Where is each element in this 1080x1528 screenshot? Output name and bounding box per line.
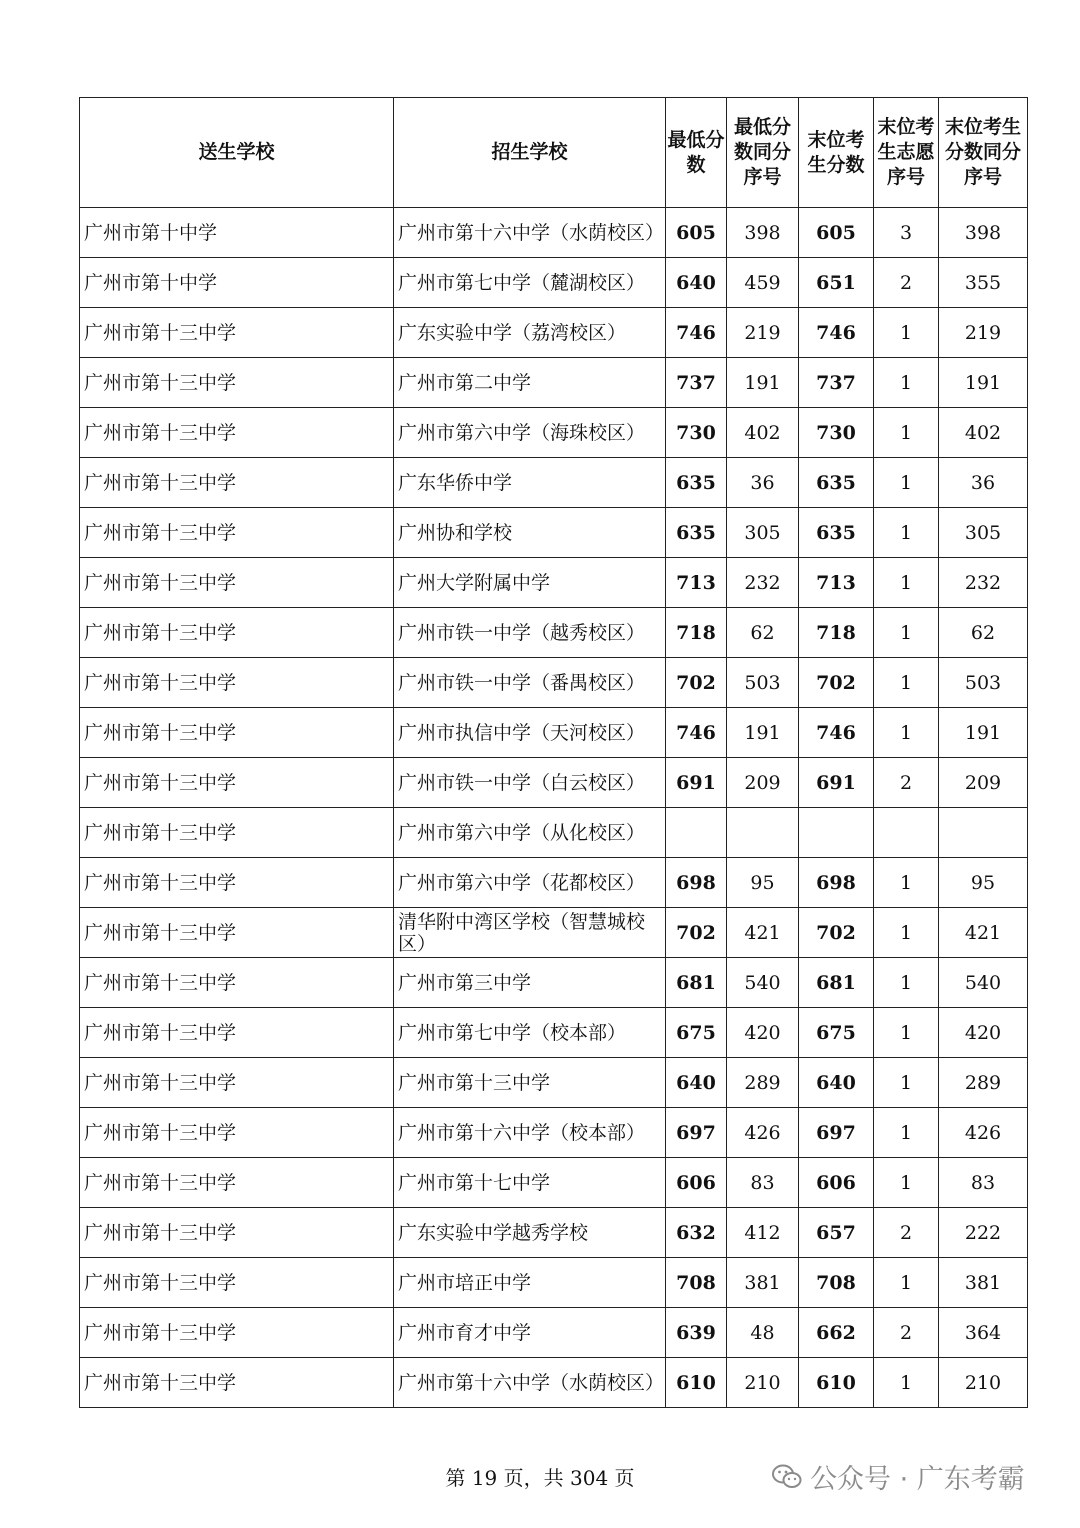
cell-min-score: 635 bbox=[666, 508, 727, 558]
cell-last-score bbox=[799, 808, 874, 858]
cell-min-score-rank: 209 bbox=[727, 758, 799, 808]
cell-admitting-school: 广州市执信中学（天河校区） bbox=[394, 708, 666, 758]
cell-last-score-rank: 426 bbox=[939, 1108, 1028, 1158]
cell-last-score: 635 bbox=[799, 508, 874, 558]
cell-admitting-school: 广州市第十六中学（水荫校区） bbox=[394, 208, 666, 258]
cell-sending-school: 广州市第十三中学 bbox=[80, 708, 394, 758]
cell-min-score: 610 bbox=[666, 1358, 727, 1408]
cell-last-score: 702 bbox=[799, 908, 874, 958]
table-row bbox=[80, 1008, 1028, 1058]
cell-sending-school: 广州市第十三中学 bbox=[80, 1208, 394, 1258]
cell-last-score: 708 bbox=[799, 1258, 874, 1308]
table-row bbox=[80, 758, 1028, 808]
cell-min-score-rank: 191 bbox=[727, 358, 799, 408]
cell-admitting-school: 广东华侨中学 bbox=[394, 458, 666, 508]
cell-last-choice-order: 1 bbox=[874, 958, 939, 1008]
cell-last-choice-order: 1 bbox=[874, 1008, 939, 1058]
cell-last-score-rank: 289 bbox=[939, 1058, 1028, 1108]
cell-last-score-rank: 95 bbox=[939, 858, 1028, 908]
cell-last-choice-order: 2 bbox=[874, 1308, 939, 1358]
cell-min-score-rank: 232 bbox=[727, 558, 799, 608]
wechat-icon bbox=[772, 1464, 802, 1490]
cell-last-score: 606 bbox=[799, 1158, 874, 1208]
cell-admitting-school: 广州市第十三中学 bbox=[394, 1058, 666, 1108]
cell-admitting-school: 广州市第七中学（麓湖校区） bbox=[394, 258, 666, 308]
cell-last-score-rank: 364 bbox=[939, 1308, 1028, 1358]
header-min-score: 最低分数 bbox=[666, 98, 727, 208]
cell-min-score-rank: 412 bbox=[727, 1208, 799, 1258]
cell-last-score: 713 bbox=[799, 558, 874, 608]
cell-last-choice-order: 1 bbox=[874, 1258, 939, 1308]
cell-last-score-rank: 83 bbox=[939, 1158, 1028, 1208]
cell-last-score: 635 bbox=[799, 458, 874, 508]
cell-min-score: 746 bbox=[666, 708, 727, 758]
cell-sending-school: 广州市第十三中学 bbox=[80, 1358, 394, 1408]
cell-last-choice-order: 1 bbox=[874, 408, 939, 458]
cell-last-choice-order: 1 bbox=[874, 1058, 939, 1108]
cell-last-score: 675 bbox=[799, 1008, 874, 1058]
cell-sending-school: 广州市第十三中学 bbox=[80, 1308, 394, 1358]
cell-admitting-school: 广州市铁一中学（越秀校区） bbox=[394, 608, 666, 658]
cell-min-score-rank: 219 bbox=[727, 308, 799, 358]
page-number: 第 19 页，共 304 页 bbox=[445, 1466, 635, 1490]
cell-min-score: 697 bbox=[666, 1108, 727, 1158]
cell-admitting-school: 广州协和学校 bbox=[394, 508, 666, 558]
cell-admitting-school: 广州市第十七中学 bbox=[394, 1158, 666, 1208]
cell-sending-school: 广州市第十三中学 bbox=[80, 858, 394, 908]
table-row bbox=[80, 1358, 1028, 1408]
header-admitting-school: 招生学校 bbox=[394, 98, 666, 208]
cell-min-score-rank: 36 bbox=[727, 458, 799, 508]
cell-last-choice-order: 3 bbox=[874, 208, 939, 258]
cell-sending-school: 广州市第十三中学 bbox=[80, 1258, 394, 1308]
header-last-score: 末位考生分数 bbox=[799, 98, 874, 208]
table-row bbox=[80, 608, 1028, 658]
cell-last-score-rank: 210 bbox=[939, 1358, 1028, 1408]
cell-min-score-rank: 95 bbox=[727, 858, 799, 908]
cell-min-score-rank: 191 bbox=[727, 708, 799, 758]
cell-last-score-rank: 209 bbox=[939, 758, 1028, 808]
watermark-text: 公众号 · 广东考霸 bbox=[810, 1464, 1025, 1495]
cell-last-score-rank: 305 bbox=[939, 508, 1028, 558]
cell-admitting-school: 广东实验中学越秀学校 bbox=[394, 1208, 666, 1258]
cell-min-score: 713 bbox=[666, 558, 727, 608]
table-row bbox=[80, 558, 1028, 608]
cell-sending-school: 广州市第十三中学 bbox=[80, 808, 394, 858]
cell-last-choice-order: 1 bbox=[874, 508, 939, 558]
cell-last-score-rank: 232 bbox=[939, 558, 1028, 608]
cell-min-score-rank: 540 bbox=[727, 958, 799, 1008]
cell-admitting-school: 广州市第二中学 bbox=[394, 358, 666, 408]
cell-admitting-school: 广州市第七中学（校本部） bbox=[394, 1008, 666, 1058]
cell-last-score: 681 bbox=[799, 958, 874, 1008]
table-row bbox=[80, 708, 1028, 758]
cell-last-score-rank: 191 bbox=[939, 358, 1028, 408]
header-last-choice-order: 末位考生志愿序号 bbox=[874, 98, 939, 208]
cell-last-choice-order: 2 bbox=[874, 758, 939, 808]
cell-last-choice-order: 1 bbox=[874, 908, 939, 958]
cell-sending-school: 广州市第十三中学 bbox=[80, 558, 394, 608]
table-row bbox=[80, 1058, 1028, 1108]
cell-min-score: 718 bbox=[666, 608, 727, 658]
header-sending-school: 送生学校 bbox=[80, 98, 394, 208]
cell-min-score: 730 bbox=[666, 408, 727, 458]
cell-last-score-rank: 402 bbox=[939, 408, 1028, 458]
table-row bbox=[80, 658, 1028, 708]
cell-last-score: 737 bbox=[799, 358, 874, 408]
cell-sending-school: 广州市第十三中学 bbox=[80, 1008, 394, 1058]
table-row bbox=[80, 208, 1028, 258]
cell-sending-school: 广州市第十三中学 bbox=[80, 658, 394, 708]
cell-last-choice-order: 1 bbox=[874, 608, 939, 658]
cell-last-choice-order: 1 bbox=[874, 308, 939, 358]
cell-last-choice-order: 1 bbox=[874, 558, 939, 608]
cell-sending-school: 广州市第十三中学 bbox=[80, 1058, 394, 1108]
cell-min-score: 681 bbox=[666, 958, 727, 1008]
cell-sending-school: 广州市第十中学 bbox=[80, 208, 394, 258]
cell-last-choice-order: 1 bbox=[874, 1358, 939, 1408]
cell-last-choice-order bbox=[874, 808, 939, 858]
table-row bbox=[80, 858, 1028, 908]
cell-sending-school: 广州市第十中学 bbox=[80, 258, 394, 308]
cell-last-score: 657 bbox=[799, 1208, 874, 1258]
cell-sending-school: 广州市第十三中学 bbox=[80, 1108, 394, 1158]
cell-last-score: 640 bbox=[799, 1058, 874, 1108]
cell-last-score: 746 bbox=[799, 708, 874, 758]
cell-min-score-rank: 420 bbox=[727, 1008, 799, 1058]
cell-last-score: 702 bbox=[799, 658, 874, 708]
table-row bbox=[80, 1108, 1028, 1158]
cell-last-score: 746 bbox=[799, 308, 874, 358]
cell-min-score: 639 bbox=[666, 1308, 727, 1358]
cell-last-score-rank: 381 bbox=[939, 1258, 1028, 1308]
table-row bbox=[80, 458, 1028, 508]
table-row bbox=[80, 908, 1028, 958]
cell-min-score: 708 bbox=[666, 1258, 727, 1308]
cell-min-score-rank: 305 bbox=[727, 508, 799, 558]
cell-last-score: 718 bbox=[799, 608, 874, 658]
cell-min-score-rank bbox=[727, 808, 799, 858]
cell-admitting-school: 广州市第三中学 bbox=[394, 958, 666, 1008]
cell-sending-school: 广州市第十三中学 bbox=[80, 908, 394, 958]
cell-min-score: 737 bbox=[666, 358, 727, 408]
cell-sending-school: 广州市第十三中学 bbox=[80, 508, 394, 558]
cell-last-score-rank bbox=[939, 808, 1028, 858]
cell-min-score-rank: 421 bbox=[727, 908, 799, 958]
cell-min-score: 702 bbox=[666, 908, 727, 958]
cell-min-score: 691 bbox=[666, 758, 727, 808]
cell-last-score-rank: 420 bbox=[939, 1008, 1028, 1058]
cell-last-choice-order: 1 bbox=[874, 1108, 939, 1158]
table-row bbox=[80, 508, 1028, 558]
cell-admitting-school: 广州市第六中学（海珠校区） bbox=[394, 408, 666, 458]
cell-min-score-rank: 62 bbox=[727, 608, 799, 658]
cell-last-choice-order: 2 bbox=[874, 258, 939, 308]
cell-admitting-school: 广州市育才中学 bbox=[394, 1308, 666, 1358]
cell-sending-school: 广州市第十三中学 bbox=[80, 408, 394, 458]
cell-last-choice-order: 1 bbox=[874, 458, 939, 508]
cell-admitting-school: 广州市第六中学（花都校区） bbox=[394, 858, 666, 908]
cell-last-score-rank: 222 bbox=[939, 1208, 1028, 1258]
cell-min-score-rank: 83 bbox=[727, 1158, 799, 1208]
cell-sending-school: 广州市第十三中学 bbox=[80, 358, 394, 408]
cell-min-score-rank: 210 bbox=[727, 1358, 799, 1408]
cell-last-score-rank: 62 bbox=[939, 608, 1028, 658]
table-body bbox=[80, 208, 1028, 1408]
cell-last-score-rank: 398 bbox=[939, 208, 1028, 258]
cell-admitting-school: 清华附中湾区学校（智慧城校区） bbox=[394, 908, 666, 958]
header-row bbox=[80, 98, 1028, 208]
cell-last-choice-order: 1 bbox=[874, 358, 939, 408]
cell-last-score: 662 bbox=[799, 1308, 874, 1358]
cell-admitting-school: 广州市培正中学 bbox=[394, 1258, 666, 1308]
cell-sending-school: 广州市第十三中学 bbox=[80, 458, 394, 508]
cell-min-score: 605 bbox=[666, 208, 727, 258]
cell-last-score: 651 bbox=[799, 258, 874, 308]
table-row bbox=[80, 258, 1028, 308]
cell-admitting-school: 广州市铁一中学（番禺校区） bbox=[394, 658, 666, 708]
cell-sending-school: 广州市第十三中学 bbox=[80, 1158, 394, 1208]
table-row bbox=[80, 1308, 1028, 1358]
cell-last-score: 605 bbox=[799, 208, 874, 258]
cell-min-score: 632 bbox=[666, 1208, 727, 1258]
cell-min-score-rank: 398 bbox=[727, 208, 799, 258]
admission-table bbox=[79, 97, 1028, 1408]
watermark bbox=[772, 1457, 1025, 1496]
cell-sending-school: 广州市第十三中学 bbox=[80, 308, 394, 358]
cell-min-score-rank: 48 bbox=[727, 1308, 799, 1358]
cell-min-score-rank: 381 bbox=[727, 1258, 799, 1308]
cell-admitting-school: 广州大学附属中学 bbox=[394, 558, 666, 608]
table-row bbox=[80, 1258, 1028, 1308]
cell-min-score: 675 bbox=[666, 1008, 727, 1058]
cell-last-score-rank: 191 bbox=[939, 708, 1028, 758]
cell-last-choice-order: 1 bbox=[874, 708, 939, 758]
table-row bbox=[80, 1208, 1028, 1258]
table-row bbox=[80, 808, 1028, 858]
cell-sending-school: 广州市第十三中学 bbox=[80, 608, 394, 658]
cell-min-score: 640 bbox=[666, 1058, 727, 1108]
table-row bbox=[80, 308, 1028, 358]
header-min-score-rank: 最低分数同分序号 bbox=[727, 98, 799, 208]
cell-last-choice-order: 2 bbox=[874, 1208, 939, 1258]
table-row bbox=[80, 408, 1028, 458]
cell-min-score-rank: 402 bbox=[727, 408, 799, 458]
cell-min-score: 640 bbox=[666, 258, 727, 308]
cell-admitting-school: 广州市铁一中学（白云校区） bbox=[394, 758, 666, 808]
cell-min-score: 698 bbox=[666, 858, 727, 908]
cell-last-score: 697 bbox=[799, 1108, 874, 1158]
cell-last-score-rank: 36 bbox=[939, 458, 1028, 508]
cell-admitting-school: 广东实验中学（荔湾校区） bbox=[394, 308, 666, 358]
cell-sending-school: 广州市第十三中学 bbox=[80, 958, 394, 1008]
cell-last-choice-order: 1 bbox=[874, 658, 939, 708]
cell-last-score-rank: 355 bbox=[939, 258, 1028, 308]
cell-min-score bbox=[666, 808, 727, 858]
cell-min-score: 635 bbox=[666, 458, 727, 508]
cell-last-choice-order: 1 bbox=[874, 858, 939, 908]
cell-min-score-rank: 503 bbox=[727, 658, 799, 708]
table-row bbox=[80, 358, 1028, 408]
cell-last-score-rank: 219 bbox=[939, 308, 1028, 358]
cell-last-score: 698 bbox=[799, 858, 874, 908]
cell-last-score-rank: 540 bbox=[939, 958, 1028, 1008]
cell-min-score-rank: 459 bbox=[727, 258, 799, 308]
cell-min-score: 746 bbox=[666, 308, 727, 358]
cell-admitting-school: 广州市第十六中学（校本部） bbox=[394, 1108, 666, 1158]
cell-last-score-rank: 503 bbox=[939, 658, 1028, 708]
cell-admitting-school: 广州市第六中学（从化校区） bbox=[394, 808, 666, 858]
cell-last-score: 691 bbox=[799, 758, 874, 808]
cell-sending-school: 广州市第十三中学 bbox=[80, 758, 394, 808]
cell-admitting-school: 广州市第十六中学（水荫校区） bbox=[394, 1358, 666, 1408]
table-row bbox=[80, 1158, 1028, 1208]
cell-min-score-rank: 426 bbox=[727, 1108, 799, 1158]
cell-last-choice-order: 1 bbox=[874, 1158, 939, 1208]
cell-min-score: 702 bbox=[666, 658, 727, 708]
cell-last-score: 730 bbox=[799, 408, 874, 458]
table-row bbox=[80, 958, 1028, 1008]
cell-min-score-rank: 289 bbox=[727, 1058, 799, 1108]
cell-last-score-rank: 421 bbox=[939, 908, 1028, 958]
header-last-score-rank: 末位考生分数同分序号 bbox=[939, 98, 1028, 208]
cell-last-score: 610 bbox=[799, 1358, 874, 1408]
cell-min-score: 606 bbox=[666, 1158, 727, 1208]
